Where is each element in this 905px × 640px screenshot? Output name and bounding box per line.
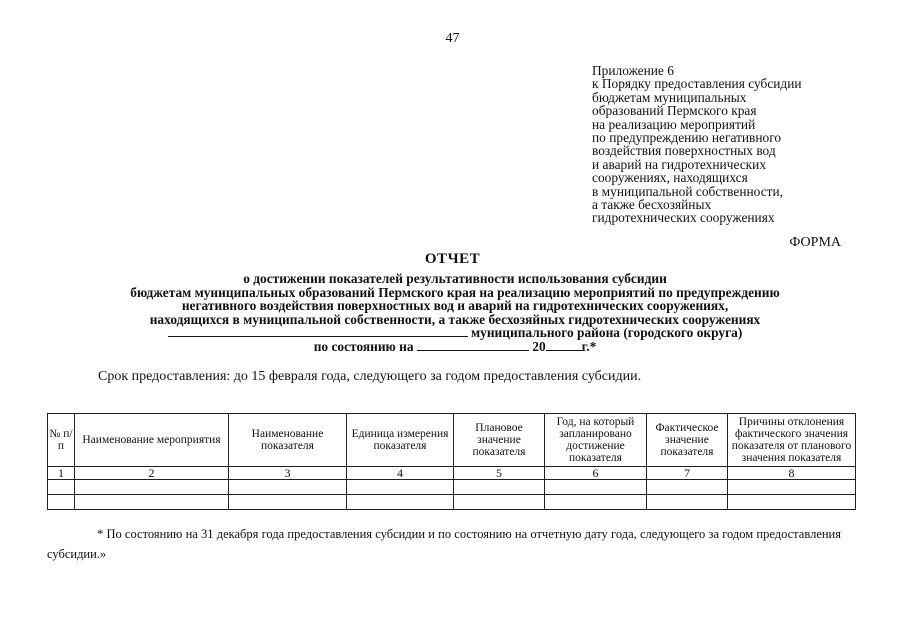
form-label: ФОРМА	[789, 235, 841, 250]
appendix-line: к Порядку предоставления субсидии	[592, 76, 802, 92]
appendix-line: и аварий на гидротехнических	[592, 156, 767, 172]
appendix-block	[592, 64, 892, 225]
header-cell: Наименование показателя	[229, 414, 347, 467]
number-cell: 8	[728, 467, 856, 480]
table-empty-row	[48, 495, 856, 510]
header-cell: Фактическое значение показателя	[647, 414, 728, 467]
municipality-blank	[168, 326, 468, 337]
empty-cell	[229, 480, 347, 495]
empty-cell	[48, 480, 75, 495]
state-prefix: по состоянию на	[313, 338, 414, 354]
header-cell: Причины отклонения фактического значения показателя от планового значения показателя	[728, 414, 856, 467]
empty-cell	[347, 495, 454, 510]
empty-cell	[647, 480, 728, 495]
deadline-text: Срок предоставления: до 15 февраля года, следующего за годом предоставления субсидии.	[98, 369, 642, 384]
report-title: ОТЧЕТ	[424, 251, 481, 267]
table-header-row	[48, 414, 856, 467]
number-cell: 1	[48, 467, 75, 480]
appendix-line: по предупреждению негативного	[592, 130, 782, 146]
empty-cell	[48, 495, 75, 510]
empty-cell	[347, 480, 454, 495]
table-number-row	[48, 467, 856, 480]
subtitle-line: находящихся в муниципальной собственности, а также бесхозяйных гидротехнических сооружениях	[149, 311, 761, 327]
state-year: 20	[532, 338, 546, 354]
number-cell: 5	[454, 467, 545, 480]
appendix-line: гидротехнических сооружениях	[592, 210, 775, 226]
report-table	[47, 413, 856, 510]
empty-cell	[545, 480, 647, 495]
empty-cell	[229, 495, 347, 510]
empty-cell	[454, 480, 545, 495]
number-cell: 3	[229, 467, 347, 480]
empty-cell	[75, 495, 229, 510]
header-cell: Единица измерения показателя	[347, 414, 454, 467]
appendix-line: сооружениях, находящихся	[592, 170, 748, 186]
page-number: 47	[445, 31, 460, 46]
number-cell: 7	[647, 467, 728, 480]
table-empty-row	[48, 480, 856, 495]
header-cell: Год, на который запланировано достижение показателя	[545, 414, 647, 467]
appendix-line: образований Пермского края	[592, 103, 757, 119]
state-date-line	[40, 340, 870, 354]
state-suffix: г.*	[581, 338, 597, 354]
empty-cell	[75, 480, 229, 495]
appendix-line: в муниципальной собственности,	[592, 183, 783, 199]
municipality-line	[40, 326, 870, 340]
number-cell: 4	[347, 467, 454, 480]
empty-cell	[647, 495, 728, 510]
appendix-line: а также бесхозяйных	[592, 197, 712, 213]
report-subtitle	[40, 272, 870, 354]
empty-cell	[454, 495, 545, 510]
number-cell: 2	[75, 467, 229, 480]
footnote: * По состоянию на 31 декабря года предоставления субсидии и по состоянию на отчетную дату года, следующего за годом предоставления субсидии.»	[47, 527, 841, 561]
number-cell: 6	[545, 467, 647, 480]
subtitle-line: бюджетам муниципальных образований Пермского края на реализацию мероприятий по предупреждению	[130, 284, 780, 300]
empty-cell	[728, 495, 856, 510]
state-year-blank	[546, 340, 582, 351]
header-cell: Плановое значение показателя	[454, 414, 545, 467]
empty-cell	[545, 495, 647, 510]
municipality-suffix: муниципального района (городского округа)	[471, 325, 743, 341]
header-cell: № п/п	[48, 414, 75, 467]
subtitle-line: негативного воздействия поверхностных вод и аварий на гидротехнических сооружениях,	[181, 298, 729, 314]
subtitle-line: о достижении показателей результативности использования субсидии	[243, 271, 667, 286]
appendix-line: бюджетам муниципальных	[592, 89, 747, 105]
appendix-line: воздействия поверхностных вод	[592, 143, 776, 159]
appendix-line: на реализацию мероприятий	[592, 116, 756, 132]
header-cell: Наименование мероприятия	[75, 414, 229, 467]
empty-cell	[728, 480, 856, 495]
state-date-blank	[417, 340, 529, 351]
appendix-line: Приложение 6	[592, 63, 674, 78]
